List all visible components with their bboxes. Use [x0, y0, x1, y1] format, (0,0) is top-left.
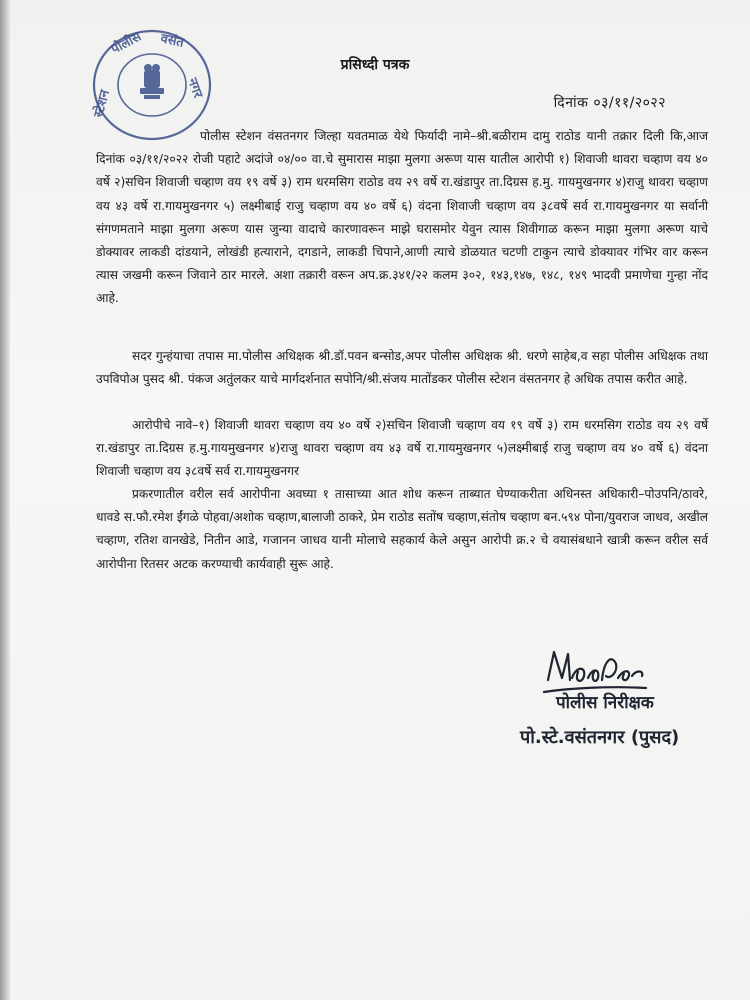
document-title: प्रसिध्दी पत्रक [340, 57, 410, 73]
paragraph-arrest-action-text: प्रकरणातील वरील सर्व आरोपीना अवघ्या १ तासाच्या आत शोध करून ताब्यात घेण्याकरीता अधिनस्त अधिकारी–पोउपनि/ठावरे, धावडे स.फौ.रमेश ईंगळे पोहवा/अशोक चव्हाण,बालाजी ठाकरे, प्रेम राठोड सतोंष चव्हाण,संतोष चव्हाण बन.५९४ पोना/युवराज जाधव, अखील चव्हाण, रतिश वानखेडे, नितीन आडे, गजानन जाधव यानी मोलाचे सहकार्य केले असुन आरोपी क्र.२ चे वयासंबधाने खात्री करून वरील सर्व आरोपीना रितसर अटक करण्याची कार्यवाही सुरू आहे. [96, 487, 708, 571]
svg-text:वसंत: वसंत [159, 31, 186, 51]
svg-text:स्टेशन: स्टेशन [91, 88, 114, 120]
paragraph-complaint [96, 125, 708, 311]
page-edge-shadow [0, 0, 10, 1000]
signature-station: पो.स्टे.वसंतनगर (पुसद) [520, 727, 680, 748]
signature-designation: पोलीस निरीक्षक [556, 693, 654, 713]
svg-text:नगर: नगर [184, 76, 206, 101]
paragraph-accused-names-text: आरोपीचे नावे–१) शिवाजी थावरा चव्हाण वय ४० वर्षे २)सचिन शिवाजी चव्हाण वय १९ वर्षे ३) राम धरमसिग राठोड वय २९ वर्षे रा.खंडापुर ता.दिग्रस ह.मु.गायमुखनगर ४)राजु थावरा चव्हाण वय ४३ वर्षे रा.गायमुखनगर ५)लक्ष्मीबाई राजु चव्हाण वय ४० वर्षे ६) वंदना शिवाजी चव्हाण वय ३८वर्षे सर्व रा.गायमुखनगर [96, 418, 708, 479]
paragraph-accused-names [96, 414, 708, 484]
paragraph-investigation [96, 345, 708, 391]
paragraph-complaint-text: पोलीस स्टेशन वंसतनगर जिल्हा यवतमाळ येथे फिर्यादी नामे–श्री.बळीराम दामु राठोड यानी तक्रार दिली कि,आज दिनांक ०३/११/२०२२ रोजी पहाटे अदांजे ०४/०० वा.चे सुमारास माझा मुलगा अरूण यास यातील आरोपी १) शिवाजी थावरा चव्हाण वय ४० वर्षे २)सचिन शिवाजी चव्हाण वय १९ वर्षे ३) राम धरमसिग राठोड वय २९ वर्षे रा.खंडापुर ता.दिग्रस ह.मु. गायमुखनगर ४)राजु थावरा चव्हाण वय ४३ वर्षे रा.गायमुखनगर ५) लक्ष्मीबाई राजु चव्हाण वय ४० वर्षे ६) वंदना शिवाजी चव्हाण वय ३८वर्षे सर्व रा.गायमुखनगर या सर्वानी संगणमताने माझा मुलगा अरूण यास जुन्या वादाचे कारणावरून माझे घरासमोर येवुन त्यास शिवीगाळ करून माझा मुलगा अरूण याचे डोक्यावर लाकडी दांडयाने, लोखंडी हत्याराने, दगडाने, लाकडी चिपाने,आणी त्याचे डोळयात चटणी टाकुन त्याचे डोक्यावर गंभिर वार करून त्यास जखमी करून जिवाने ठार मारले. अशा तक्रारी वरून अप.क्र.३४१/२२ कलम ३०२, १४३,१४७, १४८, १४९ भादवी प्रमाणेचा गुन्हा नोंद आहे. [96, 129, 708, 306]
paragraph-arrest-action [96, 483, 708, 576]
paragraph-investigation-text: सदर गुन्हंयाचा तपास मा.पोलीस अधिक्षक श्री.डॉ.पवन बन्सोड,अपर पोलीस अधिक्षक श्री. धरणे साहेब,व सहा पोलीस अधिक्षक तथा उपविपोअ पुसद श्री. पंकज अतुंलकर याचे मार्गदर्शनात सपोनि/श्री.संजय मातोंडकर पोलीस स्टेशन वंसतनगर हे अधिक तपास करीत आहे. [96, 349, 708, 387]
document-date: दिनांक ०३/११/२०२२ [553, 95, 666, 111]
svg-text:पोलीस: पोलीस [108, 29, 144, 58]
